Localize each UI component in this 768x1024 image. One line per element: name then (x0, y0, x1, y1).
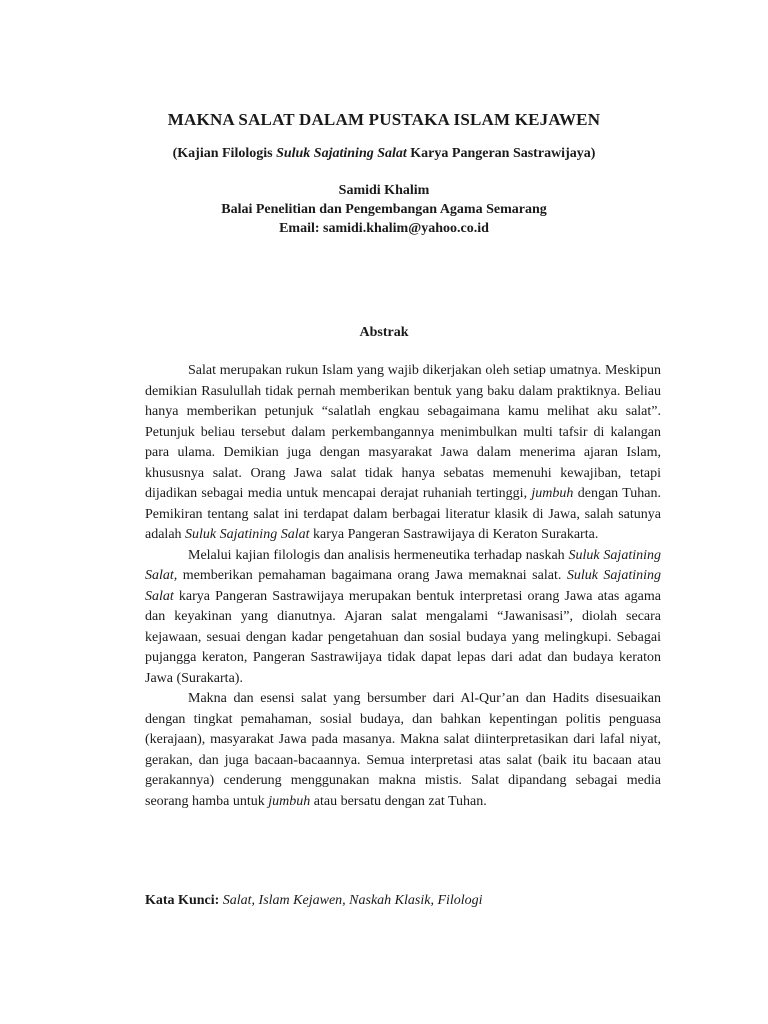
author-institution: Balai Penelitian dan Pengembangan Agama Semarang (221, 202, 547, 217)
abstract-p2-text-e: karya Pangeran Sastrawijaya merupakan bentuk interpretasi orang Jawa atas agama dan keyakinan yang dianutnya. Ajaran salat mengalami “Jawanisasi”, diolah secara kejawaan, sesuai dengan kadar pengetahuan dan sosial budaya yang melingkupi. Sebagai pujangga keraton, Pangeran Sastrawijaya tidak dapat lepas dari adat dan budaya keraton Jawa (Surakarta). (145, 588, 661, 686)
abstract-paragraph-1 (145, 361, 661, 546)
keywords-list: Salat, Islam Kejawen, Naskah Klasik, Filologi (219, 893, 483, 908)
abstract-p2-italic-b: Suluk Sajatining Salat, (145, 547, 661, 583)
subtitle-italic: Suluk Sajatining Salat (276, 146, 407, 161)
author-email: Email: samidi.khalim@yahoo.co.id (279, 221, 489, 236)
abstract-paragraph-2 (145, 546, 661, 690)
abstract-p2-italic-d: Suluk Sajatining Salat (145, 568, 661, 604)
abstract-body (145, 361, 661, 812)
paper-title: MAKNA SALAT DALAM PUSTAKA ISLAM KEJAWEN (167, 110, 601, 129)
abstract-p3-italic-b: jumbuh (268, 793, 311, 809)
abstract-p1-italic-d: Suluk Sajatining Salat (185, 527, 310, 542)
abstract-p2-text-a: Melalui kajian filologis dan analisis hermeneutika terhadap naskah (188, 547, 569, 563)
abstract-p2-text-c: memberikan pemahaman bagaimana orang Jawa memaknai salat. (177, 568, 567, 583)
paper-subtitle (0, 146, 768, 162)
abstract-p1-text-e: karya Pangeran Sastrawijaya di Keraton Surakarta. (309, 527, 599, 542)
subtitle-suffix: Karya Pangeran Sastrawijaya) (406, 146, 596, 161)
abstract-p3-text-c: atau bersatu dengan zat Tuhan. (310, 793, 487, 809)
abstract-p1-text-c: dengan Tuhan. Pemikiran tentang salat ini terdapat dalam berbagai literatur klasik di Jawa, salah satunya adalah (145, 486, 662, 542)
author-block (0, 181, 768, 238)
abstract-p3-text-a: Makna dan esensi salat yang bersumber dari Al-Qur’an dan Hadits disesuaikan dengan tingkat pemahaman, sosial budaya, dan bahkan kepentingan politis penguasa (kerajaan), masyarakat Jawa pada masanya. Makna salat diinterpretasikan dari lafal niyat, gerakan, dan juga bacaan-bacaannya. Semua interpretasi atas salat (baik itu bacaan atau gerakannya) cenderung menggunakan makna mistis. Salat dipandang sebagai media seorang hamba untuk (145, 691, 661, 809)
keywords-label: Kata Kunci: (145, 893, 220, 908)
abstract-p1-italic-b: jumbuh (531, 486, 574, 501)
subtitle-prefix: (Kajian Filologis (172, 146, 277, 161)
author-name: Samidi Khalim (338, 183, 430, 198)
abstract-p1-text-a: Salat merupakan rukun Islam yang wajib dikerjakan oleh setiap umatnya. Meskipun demikian Rasulullah tidak pernah memberikan bentuk yang baku dalam praktiknya. Beliau hanya memberikan petunjuk “salatlah engkau sebagaimana kamu melihat aku salat”. Petunjuk beliau tersebut dalam perkembangannya menimbulkan multi tafsir di kalangan para ulama. Demikian juga dengan masyarakat Jawa dalam menerima ajaran Islam, khususnya salat. Orang Jawa salat tidak hanya sebatas memenuhi kewajiban, tetapi dijadikan sebagai media untuk mencapai derajat ruhaniah tertinggi, (145, 363, 661, 501)
abstract-heading: Abstrak (359, 325, 409, 340)
abstract-paragraph-3 (145, 689, 661, 812)
keywords-line (145, 893, 665, 909)
